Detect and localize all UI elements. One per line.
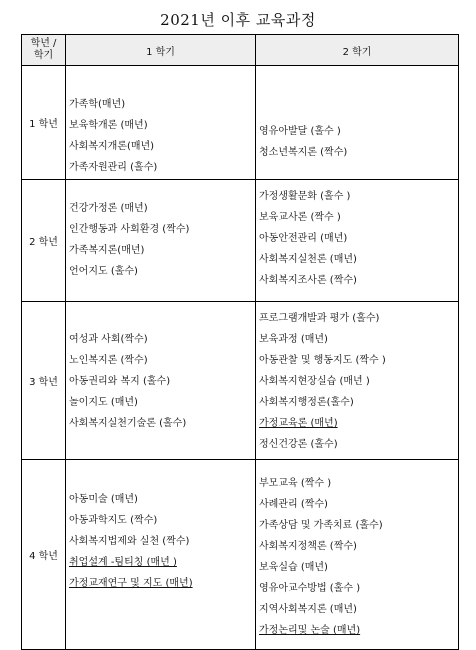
course-item: 보육학개론 (매년) <box>69 120 148 131</box>
course-item: 영유아발달 (홀수 ) <box>259 126 341 137</box>
course-item: 가정생활문화 (홀수 ) <box>259 191 351 202</box>
course-item: 정신건강론 (홀수) <box>259 439 338 450</box>
course-item: 지역사회복지론 (매년) <box>259 604 357 615</box>
page-title: 2021년 이후 교육과정 <box>160 11 316 29</box>
course-item: 인간행동과 사회환경 (짝수) <box>69 224 190 235</box>
course-item: 부모교육 (짝수 ) <box>259 478 332 489</box>
course-item: 건강가정론 (매년) <box>69 203 148 214</box>
table-row <box>22 180 459 302</box>
curriculum-table <box>21 34 459 650</box>
course-item: 가정논리및 논술 (매년) <box>259 625 361 636</box>
course-item: 사회복지개론(매년) <box>69 141 155 152</box>
grade-cell: 3 학년 <box>22 302 66 460</box>
grade-cell: 4 학년 <box>22 460 66 650</box>
course-item: 가정교재연구 및 지도 (매년) <box>69 578 193 589</box>
grade-semester-header <box>22 35 66 66</box>
semester-1-courses <box>66 460 256 650</box>
course-item: 사회복지실천기술론 (홀수) <box>69 418 187 429</box>
grade-cell: 1 학년 <box>22 66 66 180</box>
header-row <box>22 35 459 66</box>
course-item: 아동권리와 복지 (홀수) <box>69 376 171 387</box>
course-item: 아동안전관리 (매년) <box>259 233 348 244</box>
semester-1-courses <box>66 302 256 460</box>
course-item: 사회복지행정론(홀수) <box>259 397 354 408</box>
grade-header-line1: 학년 / <box>30 38 57 49</box>
course-item: 언어지도 (홀수) <box>69 266 138 277</box>
table-row <box>22 460 459 650</box>
course-item: 사회복지조사론 (짝수) <box>259 275 357 286</box>
semester-1-header: 1 학기 <box>66 35 256 66</box>
semester-1-courses <box>66 66 256 180</box>
course-item: 아동과학지도 (짝수) <box>69 515 158 526</box>
course-item: 사회복지정책론 (짝수) <box>259 541 357 552</box>
course-item: 보육실습 (매년) <box>259 562 328 573</box>
course-item: 사회복지현장실습 (매년 ) <box>259 376 370 387</box>
course-item: 사회복지법제와 실천 (짝수) <box>69 536 190 547</box>
course-item: 놀이지도 (매년) <box>69 397 138 408</box>
semester-2-courses <box>256 180 459 302</box>
grade-cell: 2 학년 <box>22 180 66 302</box>
course-item: 가족상담 및 가족치료 (홀수) <box>259 520 383 531</box>
course-item: 가족학(매년) <box>69 99 126 110</box>
course-item: 사례관리 (짝수) <box>259 499 328 510</box>
semester-2-header: 2 학기 <box>256 35 459 66</box>
course-item: 청소년복지론 (짝수) <box>259 147 348 158</box>
table-body <box>22 66 459 650</box>
course-item: 취업설계 -팀티칭 (매년 ) <box>69 557 177 568</box>
course-item: 가정교육론 (매년) <box>259 418 338 429</box>
course-item: 프로그램개발과 평가 (홀수) <box>259 313 380 324</box>
table-row <box>22 66 459 180</box>
course-item: 여성과 사회(짝수) <box>69 334 148 345</box>
table-row <box>22 302 459 460</box>
course-item: 가족복지론(매년) <box>69 245 145 256</box>
course-item: 영유아교수방법 (홀수 ) <box>259 583 361 594</box>
course-item: 사회복지실천론 (매년) <box>259 254 357 265</box>
course-item: 보육과정 (매년) <box>259 334 328 345</box>
semester-1-courses <box>66 180 256 302</box>
semester-2-courses <box>256 66 459 180</box>
grade-header-line2: 학기 <box>33 50 54 61</box>
semester-2-courses <box>256 460 459 650</box>
course-item: 보육교사론 (짝수 ) <box>259 212 341 223</box>
semester-2-courses <box>256 302 459 460</box>
course-item: 가족자원관리 (홀수) <box>69 162 158 173</box>
course-item: 아동미술 (매년) <box>69 494 138 505</box>
course-item: 아동관찰 및 행동지도 (짝수 ) <box>259 355 386 366</box>
course-item: 노인복지론 (짝수) <box>69 355 148 366</box>
